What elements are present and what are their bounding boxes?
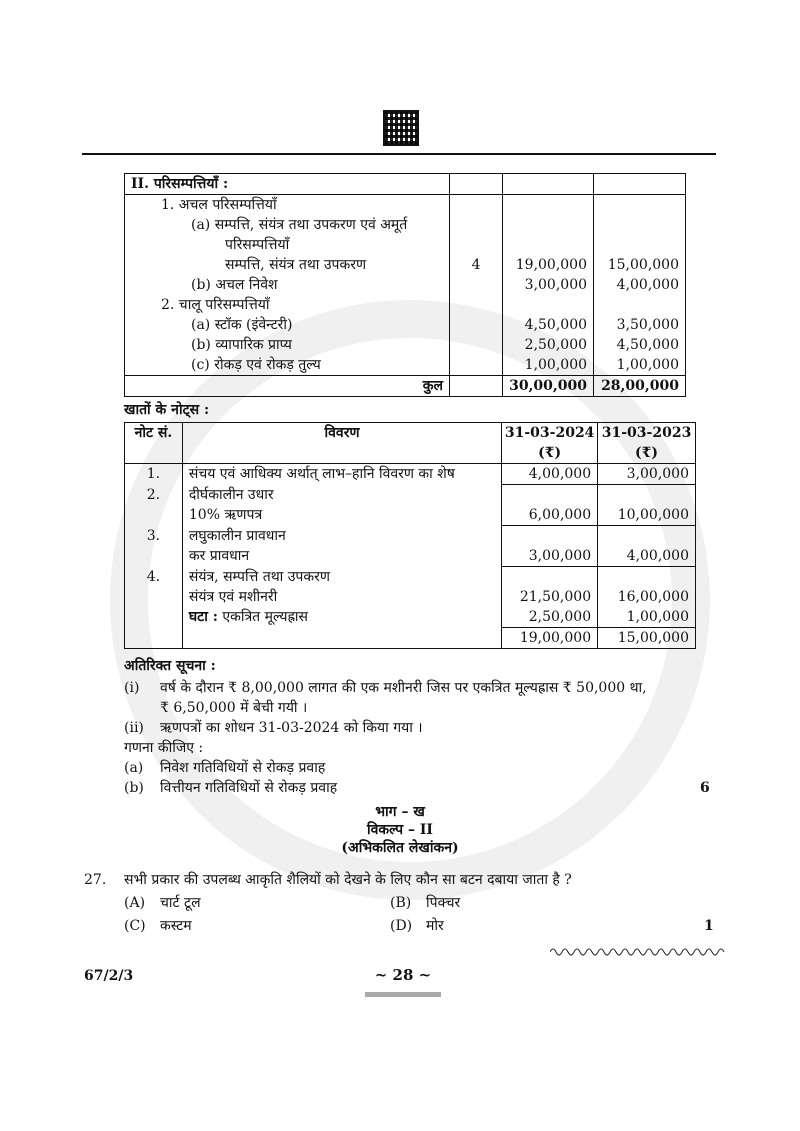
- total-row: [125, 376, 686, 397]
- table-row: 2. दीर्घकालीन उधार: [125, 485, 696, 506]
- section-title: II. परिसम्पत्तियाँ :: [125, 174, 450, 195]
- option-a: चार्ट टूल: [160, 895, 201, 911]
- col-note-no: नोट सं.: [125, 423, 183, 464]
- table-row: (b) व्यापारिक प्राप्य 2,50,000 4,50,000: [125, 335, 686, 355]
- item-a-text: निवेश गतिविधियों से रोकड़ प्रवाह: [160, 760, 326, 776]
- marks-1: 1: [704, 918, 714, 934]
- notes-table: [124, 422, 696, 649]
- header-rule: [82, 153, 716, 155]
- question-text: सभी प्रकार की उपलब्ध आकृति शैलियों को देखने के लिए कौन सा बटन दबाया जाता है ?: [124, 872, 572, 888]
- page-number-bar: [365, 992, 441, 997]
- qr-code-icon: [383, 110, 419, 146]
- option-c: कस्टम: [160, 918, 192, 934]
- total-current: 30,00,000: [503, 376, 594, 397]
- item-ii-text: ऋणपत्रों का शोधन 31-03-2024 को किया गया ।: [160, 720, 423, 736]
- item-i-text-1: वर्ष के दौरान ₹ 8,00,000 लागत की एक मशीनरी जिस पर एकत्रित मूल्यह्रास ₹ 50,000 था,: [160, 680, 647, 696]
- table-row: सम्पत्ति, संयंत्र तथा उपकरण 4 19,00,000 15,00,000: [125, 255, 686, 275]
- question-number: 27.: [84, 872, 107, 888]
- table-row: 2. चालू परिसम्पत्तियाँ: [125, 295, 686, 315]
- table-row: घटा : एकत्रित मूल्यह्रास 2,50,000 1,00,000: [125, 607, 696, 628]
- paper-code: 67/2/3: [84, 968, 134, 984]
- table-row: (a) सम्पत्ति, संयंत्र तथा उपकरण एवं अमूर्त: [125, 215, 686, 235]
- balance-sheet-table: [124, 173, 686, 397]
- option-b: पिक्चर: [426, 895, 461, 911]
- table-row: (b) अचल निवेश 3,00,000 4,00,000: [125, 275, 686, 295]
- table-row: 19,00,000 15,00,000: [125, 628, 696, 649]
- item-b-text: वित्तीयन गतिविधियों से रोकड़ प्रवाह: [160, 780, 338, 796]
- table-row: 10% ऋणपत्र 6,00,000 10,00,000: [125, 505, 696, 526]
- col-current: 31-03-2024 (₹): [502, 423, 598, 464]
- table-row: 3. लघुकालीन प्रावधान: [125, 526, 696, 547]
- option-c-key: (C): [124, 918, 146, 934]
- item-i-text-2: ₹ 6,50,000 में बेची गयी ।: [160, 700, 308, 716]
- table-row: [125, 174, 686, 195]
- page-number: ~ 28 ~: [374, 966, 432, 984]
- item-b-number: (b): [124, 780, 144, 796]
- option-d: मोर: [426, 918, 444, 934]
- table-row: 1. संचय एवं आधिक्य अर्थात् लाभ–हानि विवरण का शेष 4,00,000 3,00,000: [125, 464, 696, 485]
- marks-6: 6: [700, 780, 710, 796]
- table-row: परिसम्पत्तियाँ: [125, 235, 686, 255]
- calculate-label: गणना कीजिए :: [124, 740, 204, 756]
- table-row: 4. संयंत्र, सम्पत्ति तथा उपकरण: [125, 567, 696, 588]
- col-previous: 31-03-2023 (₹): [598, 423, 696, 464]
- option-b-key: (B): [390, 895, 412, 911]
- option-heading: विकल्प – II: [367, 822, 433, 838]
- option-a-key: (A): [124, 895, 146, 911]
- table-row: 1. अचल परिसम्पत्तियाँ: [125, 195, 686, 216]
- table-row: संयंत्र एवं मशीनरी 21,50,000 16,00,000: [125, 587, 696, 607]
- section-subtitle: (अभिकलित लेखांकन): [341, 840, 459, 856]
- item-ii-number: (ii): [124, 720, 144, 736]
- additional-heading: अतिरिक्त सूचना :: [124, 658, 216, 674]
- item-a-number: (a): [124, 760, 144, 776]
- notes-heading: खातों के नोट्स :: [124, 402, 210, 418]
- total-label: कुल: [125, 376, 450, 397]
- part-heading: भाग – ख: [375, 804, 425, 820]
- total-previous: 28,00,000: [594, 376, 686, 397]
- col-description: विवरण: [182, 423, 501, 464]
- wavy-divider: [550, 945, 725, 959]
- item-i-number: (i): [124, 680, 140, 696]
- table-row: कर प्रावधान 3,00,000 4,00,000: [125, 546, 696, 567]
- table-row: (c) रोकड़ एवं रोकड़ तुल्य 1,00,000 1,00,000: [125, 355, 686, 376]
- option-d-key: (D): [390, 918, 413, 934]
- table-row: (a) स्टॉक (इंवेन्टरी) 4,50,000 3,50,000: [125, 315, 686, 335]
- table-header: [125, 423, 696, 464]
